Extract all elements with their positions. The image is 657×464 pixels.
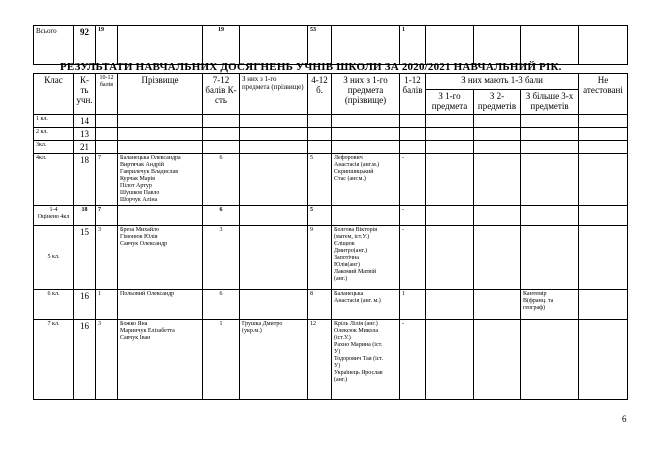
- cell-line: (іст.У.): [334, 335, 351, 341]
- row-112: -: [400, 320, 426, 400]
- col-from1-412: З них з 1-го предмета (прізвище): [332, 74, 400, 115]
- row-klas-range: 1-4: [49, 207, 58, 213]
- row-count: 18: [74, 154, 96, 206]
- summary-row: [34, 26, 628, 65]
- row-from1-712: [240, 320, 308, 400]
- header-row: [34, 74, 628, 90]
- col-have13: З них мають 1-3 бали: [426, 74, 579, 90]
- col-count: К-ть учн.: [74, 74, 96, 115]
- cell-line: Бреза Михайло: [120, 227, 160, 233]
- row-1012: 7: [96, 206, 118, 226]
- cell-line: Анастасія (анг.м.): [334, 162, 380, 168]
- cell-line: Грушка Дмитро: [242, 321, 283, 327]
- row-412: 12: [308, 320, 332, 400]
- cell-line: Анастасія (анг. м.): [334, 298, 381, 304]
- row-412: 5: [308, 206, 332, 226]
- cell-line: В(франц. та: [523, 298, 554, 304]
- cell-line: Пілот Артур: [120, 183, 152, 189]
- table-row: [34, 128, 628, 141]
- row-klas: 3кл.: [34, 141, 74, 154]
- row-from1-412: [332, 290, 400, 320]
- row-klas: 6 кл.: [34, 290, 74, 320]
- cell-line: Дмитро(анг.): [334, 248, 367, 254]
- col-klas: Клас: [34, 74, 74, 115]
- row-surnames: [118, 226, 203, 290]
- cell-line: Баланецька Олександра: [120, 155, 181, 161]
- cell-line: Маринчук Елізабетта: [120, 328, 175, 334]
- col-have13-1: З 1-го предмета: [426, 90, 474, 115]
- cell-line: Юлія(анг): [334, 262, 360, 268]
- row-712: 6: [203, 206, 240, 226]
- cell-line: Шушков Павло: [120, 190, 160, 196]
- summary-712: 19: [203, 26, 240, 65]
- row-from1-412: [332, 226, 400, 290]
- cell-line: Гаврилечук Владислав: [120, 169, 179, 175]
- summary-412: 53: [308, 26, 332, 65]
- cell-line: Польовий Олександр: [120, 291, 175, 297]
- row-klas: 2 кл.: [34, 128, 74, 141]
- cell-line: Гімонюк Юлія: [120, 234, 158, 240]
- row-112: -: [400, 226, 426, 290]
- cell-line: географ): [523, 305, 546, 311]
- row-412: 8: [308, 290, 332, 320]
- table-row: [34, 206, 628, 226]
- row-from1-412: [332, 154, 400, 206]
- row-have13-3: [521, 290, 579, 320]
- cell-line: Єліщюк: [334, 241, 355, 247]
- cell-line: Запотічна: [334, 255, 359, 261]
- cell-line: У): [334, 349, 341, 355]
- page-title: РЕЗУЛЬТАТИ НАВЧАЛЬНИХ ДОСЯГНЕНЬ УЧНІВ ШКОЛИ ЗА 2020/2021 НАВЧАЛЬНИЙ РІК.: [60, 61, 562, 73]
- col-surname: Прізвище: [118, 74, 203, 115]
- row-klas: 5 кл.: [34, 226, 74, 290]
- row-klas: [34, 206, 74, 226]
- row-1012: 1: [96, 290, 118, 320]
- table-row: [34, 320, 628, 400]
- row-112: -: [400, 154, 426, 206]
- cell-line: Українець Ярослав: [334, 370, 383, 376]
- table-row: [34, 154, 628, 206]
- row-112: -: [400, 206, 426, 226]
- cell-line: Савчук Олександр: [120, 241, 168, 247]
- cell-line: Лакомий Матвій: [334, 269, 377, 275]
- summary-112: 1: [400, 26, 426, 65]
- row-klas-note: Оцінено 4кл: [37, 214, 70, 220]
- row-count: 21: [74, 141, 96, 154]
- row-surnames: [118, 154, 203, 206]
- row-klas: 4кл.: [34, 154, 74, 206]
- table-row: [34, 226, 628, 290]
- row-count: 13: [74, 128, 96, 141]
- row-from1-412: [332, 320, 400, 400]
- results-table: [33, 73, 628, 400]
- row-1012: 3: [96, 320, 118, 400]
- cell-line: (укр.м.): [242, 328, 262, 334]
- row-klas: 1 кл.: [34, 115, 74, 128]
- summary-total: 92: [74, 26, 96, 65]
- cell-line: Курчак Марія: [120, 176, 155, 182]
- row-712: 1: [203, 320, 240, 400]
- row-712: 3: [203, 226, 240, 290]
- row-klas: 7 кл.: [34, 320, 74, 400]
- cell-line: (матем, іст.У.): [334, 234, 370, 240]
- row-1012: 7: [96, 154, 118, 206]
- cell-line: Савчук Іван: [120, 335, 151, 341]
- cell-line: Виртячак Андрій: [120, 162, 165, 168]
- cell-line: Олексюк Микола: [334, 328, 379, 334]
- table-row: [34, 141, 628, 154]
- row-712: 6: [203, 154, 240, 206]
- row-count: 16: [74, 320, 96, 400]
- col-from1-712: З них з 1-го предмета (прізвище): [240, 74, 308, 115]
- col-not-attested: Не атестовані: [579, 74, 628, 115]
- col-have13-3: З більше 3-х предметів: [521, 90, 579, 115]
- cell-line: Тодорович Тая (іст.: [334, 356, 384, 362]
- summary-table: [33, 25, 628, 65]
- row-412: 5: [308, 154, 332, 206]
- table-row: [34, 290, 628, 320]
- row-112: 1: [400, 290, 426, 320]
- cell-line: Кріль Лілія (анг.): [334, 321, 378, 327]
- row-count: 18: [74, 206, 96, 226]
- cell-line: Рахно Марина (іст.: [334, 342, 383, 348]
- cell-line: Скрипшицький: [334, 169, 374, 175]
- row-712: 6: [203, 290, 240, 320]
- cell-line: Болгова Вікторія: [334, 227, 378, 233]
- col-have13-2: З 2-предметів: [474, 90, 521, 115]
- cell-line: Кантемір: [523, 291, 547, 297]
- cell-line: (анг.): [334, 377, 348, 383]
- col-412: 4-12 б.: [308, 74, 332, 115]
- cell-line: Стас (анг.м.): [334, 176, 366, 182]
- row-surnames: [118, 290, 203, 320]
- row-412: 9: [308, 226, 332, 290]
- col-112: 1-12 балів: [400, 74, 426, 115]
- row-surnames: [118, 320, 203, 400]
- row-count: 15: [74, 226, 96, 290]
- col-1012: 10-12 балів: [96, 74, 118, 115]
- row-1012: 3: [96, 226, 118, 290]
- table-row: [34, 115, 628, 128]
- cell-line: Лефорович: [334, 155, 363, 161]
- cell-line: У): [334, 363, 341, 369]
- summary-1012: 19: [96, 26, 118, 65]
- row-count: 14: [74, 115, 96, 128]
- cell-line: (анг.): [334, 276, 348, 282]
- page-number: 6: [622, 414, 627, 424]
- cell-line: Шорчук Аліна: [120, 197, 158, 203]
- row-count: 16: [74, 290, 96, 320]
- cell-line: Баланецька: [334, 291, 364, 297]
- cell-line: Божко Яна: [120, 321, 148, 327]
- summary-label: Всього: [34, 26, 74, 65]
- col-712: 7-12 балів К-сть: [203, 74, 240, 115]
